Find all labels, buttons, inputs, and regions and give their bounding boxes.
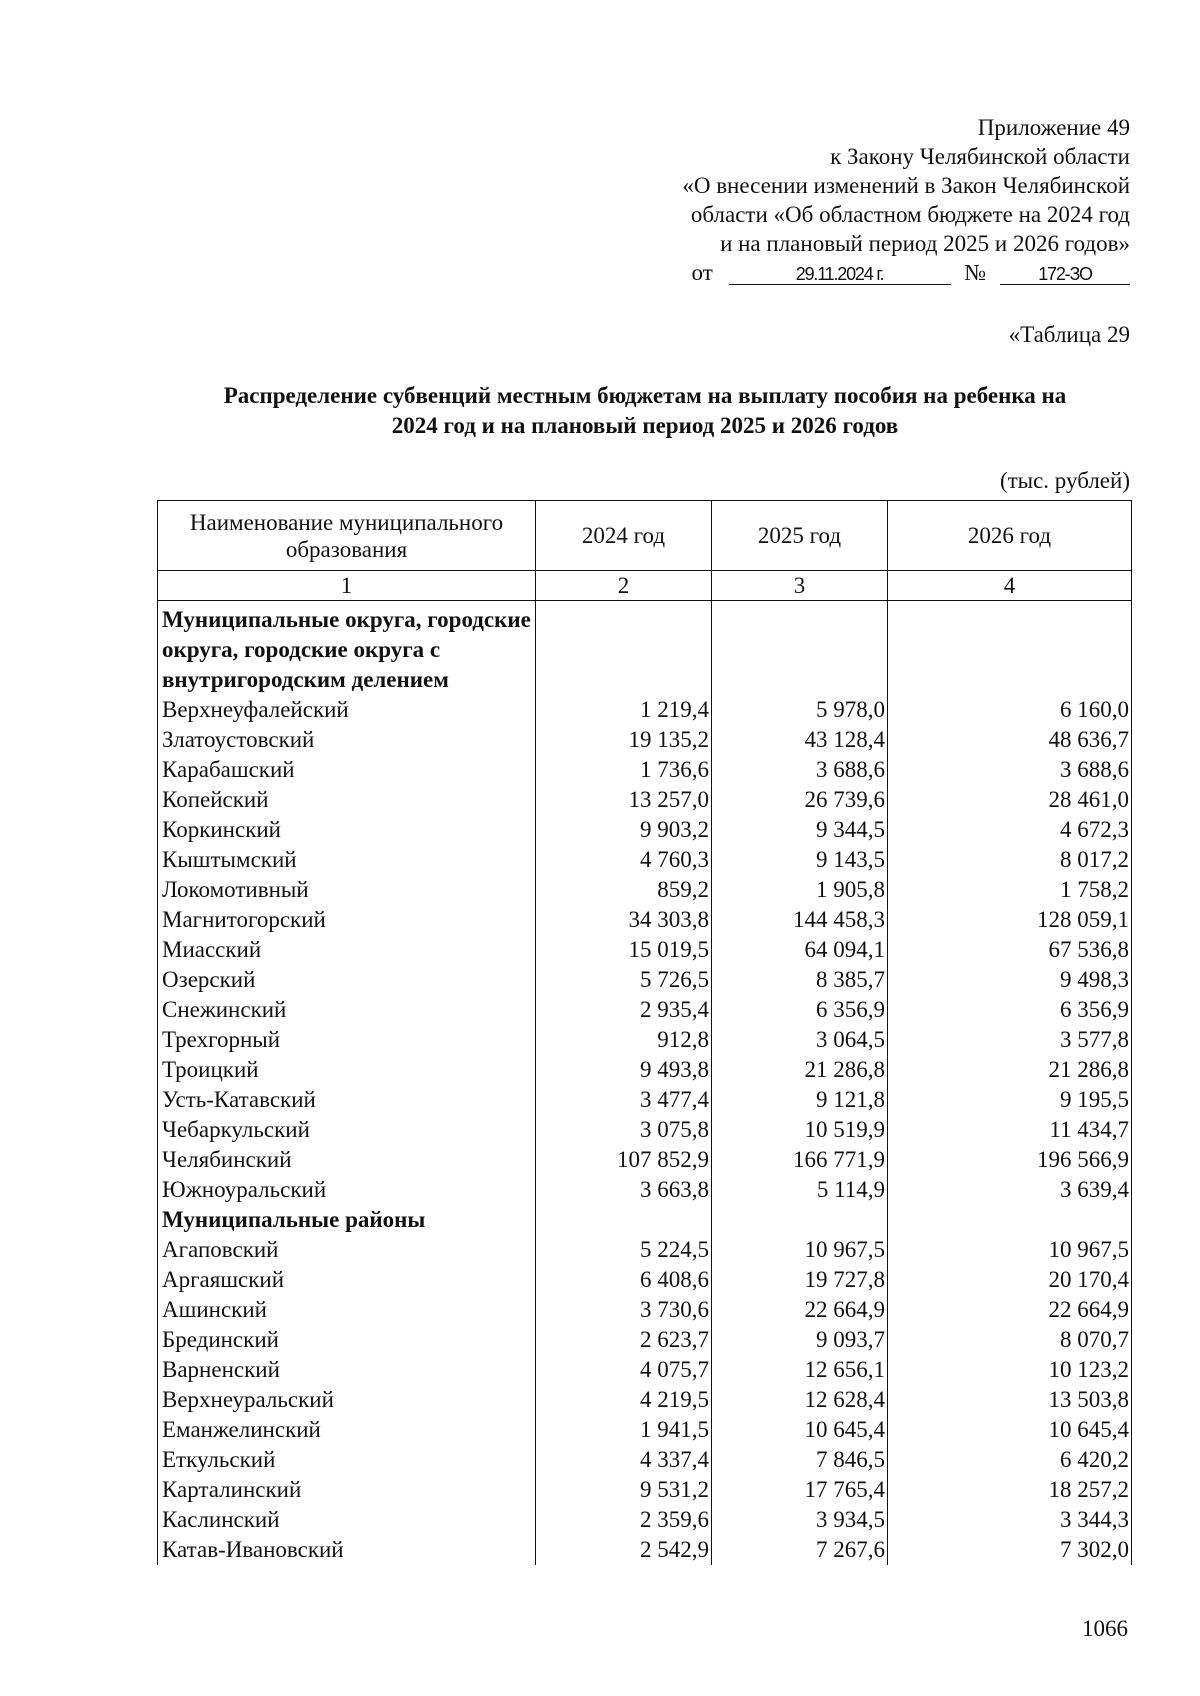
value-2025: 6 356,9 <box>712 995 888 1025</box>
value-2025: 166 771,9 <box>712 1145 888 1175</box>
value-2025: 22 664,9 <box>712 1295 888 1325</box>
value-2025: 3 064,5 <box>712 1025 888 1055</box>
table-row <box>158 1505 1132 1535</box>
value-2025: 3 688,6 <box>712 755 888 785</box>
municipality-name: Ашинский <box>158 1295 536 1325</box>
municipality-name: Карталинский <box>158 1475 536 1505</box>
table-body <box>158 571 1132 1566</box>
value-2026: 28 461,0 <box>888 785 1132 815</box>
value-2026: 6 356,9 <box>888 995 1132 1025</box>
value-2025: 17 765,4 <box>712 1475 888 1505</box>
appendix-header <box>682 113 1130 287</box>
table-row <box>158 1085 1132 1115</box>
value-2026: 7 302,0 <box>888 1535 1132 1565</box>
page-number: 1066 <box>1082 1616 1128 1641</box>
value-2026: 18 257,2 <box>888 1475 1132 1505</box>
value-2026: 11 434,7 <box>888 1115 1132 1145</box>
value-2024: 19 135,2 <box>536 725 712 755</box>
appendix-line: и на плановый период 2025 и 2026 годов» <box>720 231 1130 256</box>
column-number-row <box>158 571 1132 601</box>
table-row <box>158 815 1132 845</box>
table-row <box>158 995 1132 1025</box>
value-2024: 1 736,6 <box>536 755 712 785</box>
value-2024: 3 075,8 <box>536 1115 712 1145</box>
section-title: Муниципальные районы <box>158 1205 536 1235</box>
value-2024: 6 408,6 <box>536 1265 712 1295</box>
value-2024: 3 730,6 <box>536 1295 712 1325</box>
title-line: Распределение субвенций местным бюджетам на выплату пособия на ребенка на <box>223 383 1067 408</box>
header-municipality: Наименование муниципального образования <box>158 501 536 571</box>
municipality-name: Снежинский <box>158 995 536 1025</box>
table-row <box>158 935 1132 965</box>
value-2025: 3 934,5 <box>712 1505 888 1535</box>
table-row <box>158 875 1132 905</box>
value-2026: 48 636,7 <box>888 725 1132 755</box>
table-label: «Таблица 29 <box>1008 322 1130 347</box>
value-2026: 4 672,3 <box>888 815 1132 845</box>
value-2024: 15 019,5 <box>536 935 712 965</box>
value-2025: 8 385,7 <box>712 965 888 995</box>
appendix-line: к Закону Челябинской области <box>830 144 1130 169</box>
value-2024: 2 935,4 <box>536 995 712 1025</box>
value-2025: 9 121,8 <box>712 1085 888 1115</box>
value-2025: 144 458,3 <box>712 905 888 935</box>
table-row <box>158 1325 1132 1355</box>
value-2026: 22 664,9 <box>888 1295 1132 1325</box>
table-row <box>158 785 1132 815</box>
value-2025: 10 645,4 <box>712 1415 888 1445</box>
value-2026: 13 503,8 <box>888 1385 1132 1415</box>
table-row <box>158 1385 1132 1415</box>
municipality-name: Трехгорный <box>158 1025 536 1055</box>
table-header-row <box>158 501 1132 571</box>
municipality-name: Коркинский <box>158 815 536 845</box>
table-row <box>158 845 1132 875</box>
value-2024: 9 531,2 <box>536 1475 712 1505</box>
value-2026: 8 070,7 <box>888 1325 1132 1355</box>
appendix-line: «О внесении изменений в Закон Челябинской <box>682 173 1130 198</box>
table-row <box>158 1355 1132 1385</box>
value-2024: 3 663,8 <box>536 1175 712 1205</box>
column-number-3: 3 <box>712 571 888 601</box>
value-2024: 4 760,3 <box>536 845 712 875</box>
table-row <box>158 1145 1132 1175</box>
value-2026: 128 059,1 <box>888 905 1132 935</box>
value-2025: 21 286,8 <box>712 1055 888 1085</box>
value-2025: 1 905,8 <box>712 875 888 905</box>
municipality-name: Карабашский <box>158 755 536 785</box>
table-row <box>158 905 1132 935</box>
value-2025: 5 114,9 <box>712 1175 888 1205</box>
value-2025: 9 344,5 <box>712 815 888 845</box>
municipality-name: Челябинский <box>158 1145 536 1175</box>
value-2024: 1 219,4 <box>536 695 712 725</box>
municipality-name: Аргаяшский <box>158 1265 536 1295</box>
municipality-name: Агаповский <box>158 1235 536 1265</box>
value-2024: 5 726,5 <box>536 965 712 995</box>
value-2025: 43 128,4 <box>712 725 888 755</box>
value-2026: 20 170,4 <box>888 1265 1132 1295</box>
column-number-2: 2 <box>536 571 712 601</box>
municipality-name: Усть-Катавский <box>158 1085 536 1115</box>
column-number-4: 4 <box>888 571 1132 601</box>
table-row <box>158 1445 1132 1475</box>
municipality-name: Златоустовский <box>158 725 536 755</box>
municipality-name: Еткульский <box>158 1445 536 1475</box>
table-row <box>158 1265 1132 1295</box>
value-2024: 2 359,6 <box>536 1505 712 1535</box>
value-2024: 1 941,5 <box>536 1415 712 1445</box>
value-2024: 2 542,9 <box>536 1535 712 1565</box>
law-number: 172-ЗО <box>1000 264 1130 285</box>
table-row <box>158 965 1132 995</box>
value-2025: 12 656,1 <box>712 1355 888 1385</box>
value-2026: 3 688,6 <box>888 755 1132 785</box>
municipality-name: Троицкий <box>158 1055 536 1085</box>
table-row <box>158 1025 1132 1055</box>
municipality-name: Еманжелинский <box>158 1415 536 1445</box>
header-2024: 2024 год <box>536 501 712 571</box>
value-2025: 10 967,5 <box>712 1235 888 1265</box>
value-2024: 107 852,9 <box>536 1145 712 1175</box>
municipality-name: Варненский <box>158 1355 536 1385</box>
value-2026: 10 967,5 <box>888 1235 1132 1265</box>
section-empty-cell <box>536 605 712 695</box>
municipality-name: Брединский <box>158 1325 536 1355</box>
value-2025: 7 846,5 <box>712 1445 888 1475</box>
section-empty-cell <box>536 1205 712 1235</box>
table-row <box>158 1535 1132 1565</box>
value-2025: 5 978,0 <box>712 695 888 725</box>
document-title <box>150 381 1140 441</box>
value-2025: 7 267,6 <box>712 1535 888 1565</box>
municipality-name: Локомотивный <box>158 875 536 905</box>
municipality-name: Южноуральский <box>158 1175 536 1205</box>
subventions-table <box>157 500 1132 1565</box>
column-number-1: 1 <box>158 571 536 601</box>
value-2024: 9 903,2 <box>536 815 712 845</box>
value-2026: 8 017,2 <box>888 845 1132 875</box>
value-2025: 26 739,6 <box>712 785 888 815</box>
value-2025: 10 519,9 <box>712 1115 888 1145</box>
table-row <box>158 1055 1132 1085</box>
section-title: Муниципальные округа, городские округа, городские округа с внутригородским делением <box>158 605 536 695</box>
title-line: 2024 год и на плановый период 2025 и 2026 годов <box>391 413 899 438</box>
value-2024: 4 337,4 <box>536 1445 712 1475</box>
municipality-name: Кыштымский <box>158 845 536 875</box>
municipality-name: Чебаркульский <box>158 1115 536 1145</box>
value-2025: 9 143,5 <box>712 845 888 875</box>
municipality-name: Каслинский <box>158 1505 536 1535</box>
municipality-name: Верхнеуральский <box>158 1385 536 1415</box>
value-2024: 912,8 <box>536 1025 712 1055</box>
table-row <box>158 1175 1132 1205</box>
value-2026: 3 639,4 <box>888 1175 1132 1205</box>
value-2025: 64 094,1 <box>712 935 888 965</box>
appendix-line: области «Об областном бюджете на 2024 год <box>690 202 1130 227</box>
value-2026: 1 758,2 <box>888 875 1132 905</box>
value-2025: 9 093,7 <box>712 1325 888 1355</box>
value-2025: 19 727,8 <box>712 1265 888 1295</box>
table-row <box>158 1115 1132 1145</box>
law-date-number <box>682 258 1130 287</box>
municipality-name: Катав-Ивановский <box>158 1535 536 1565</box>
table-row <box>158 1415 1132 1445</box>
table-row <box>158 755 1132 785</box>
value-2024: 859,2 <box>536 875 712 905</box>
value-2024: 5 224,5 <box>536 1235 712 1265</box>
table-row <box>158 1235 1132 1265</box>
header-2025: 2025 год <box>712 501 888 571</box>
value-2026: 9 195,5 <box>888 1085 1132 1115</box>
section-empty-cell <box>712 1205 888 1235</box>
municipality-name: Верхнеуфалейский <box>158 695 536 725</box>
table-row <box>158 725 1132 755</box>
table-row <box>158 1295 1132 1325</box>
value-2026: 10 123,2 <box>888 1355 1132 1385</box>
value-2026: 9 498,3 <box>888 965 1132 995</box>
table-row <box>158 1475 1132 1505</box>
section-row <box>158 1205 1132 1235</box>
value-2024: 2 623,7 <box>536 1325 712 1355</box>
value-2026: 6 160,0 <box>888 695 1132 725</box>
value-2026: 67 536,8 <box>888 935 1132 965</box>
units-label: (тыс. рублей) <box>999 468 1130 493</box>
municipality-name: Миасский <box>158 935 536 965</box>
value-2026: 21 286,8 <box>888 1055 1132 1085</box>
appendix-line: Приложение 49 <box>977 115 1130 140</box>
section-empty-cell <box>712 605 888 695</box>
header-2026: 2026 год <box>888 501 1132 571</box>
municipality-name: Копейский <box>158 785 536 815</box>
value-2024: 3 477,4 <box>536 1085 712 1115</box>
value-2025: 12 628,4 <box>712 1385 888 1415</box>
section-empty-cell <box>888 1205 1132 1235</box>
municipality-name: Магнитогорский <box>158 905 536 935</box>
section-row <box>158 605 1132 695</box>
table-row <box>158 695 1132 725</box>
value-2026: 196 566,9 <box>888 1145 1132 1175</box>
law-date: 29.11.2024 г. <box>729 264 951 285</box>
value-2024: 13 257,0 <box>536 785 712 815</box>
from-label: от <box>691 260 713 285</box>
value-2024: 9 493,8 <box>536 1055 712 1085</box>
value-2026: 3 577,8 <box>888 1025 1132 1055</box>
value-2024: 4 075,7 <box>536 1355 712 1385</box>
value-2026: 3 344,3 <box>888 1505 1132 1535</box>
number-sign: № <box>964 260 987 285</box>
value-2024: 34 303,8 <box>536 905 712 935</box>
value-2024: 4 219,5 <box>536 1385 712 1415</box>
section-empty-cell <box>888 605 1132 695</box>
municipality-name: Озерский <box>158 965 536 995</box>
value-2026: 6 420,2 <box>888 1445 1132 1475</box>
value-2026: 10 645,4 <box>888 1415 1132 1445</box>
